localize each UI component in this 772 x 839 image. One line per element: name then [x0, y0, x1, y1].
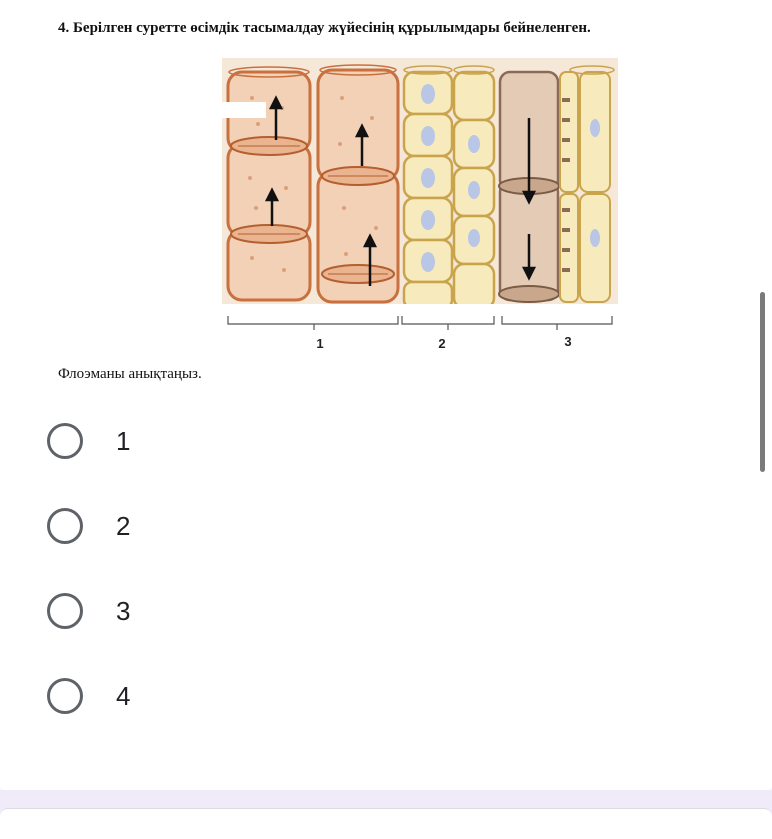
- radio-button-icon[interactable]: [47, 508, 83, 544]
- figure-label-1: 1: [316, 336, 324, 351]
- radio-button-icon[interactable]: [47, 423, 83, 459]
- plant-tissue-illustration: [222, 58, 618, 354]
- option-1[interactable]: [47, 419, 347, 463]
- next-question-card: [0, 808, 772, 839]
- question-prompt: Флоэманы анықтаңыз.: [58, 366, 202, 382]
- companion-cells: [560, 72, 610, 302]
- radio-button-icon[interactable]: [47, 593, 83, 629]
- option-2[interactable]: [47, 504, 347, 548]
- scrollbar-thumb[interactable]: [760, 292, 765, 472]
- option-label: 4: [116, 680, 131, 711]
- option-label: 3: [116, 595, 131, 626]
- parenchyma-cells: [404, 72, 494, 308]
- option-3[interactable]: [47, 589, 347, 633]
- option-label: 2: [116, 510, 131, 541]
- option-label: 1: [116, 425, 131, 456]
- figure-label-2: 2: [438, 336, 446, 351]
- radio-button-icon[interactable]: [47, 678, 83, 714]
- option-4[interactable]: [47, 674, 347, 718]
- figure-label-3: 3: [564, 334, 572, 349]
- question-title: 4. Берілген суретте өсімдік тасымалдау жүйесінің құрылымдары бейнеленген.: [58, 20, 591, 36]
